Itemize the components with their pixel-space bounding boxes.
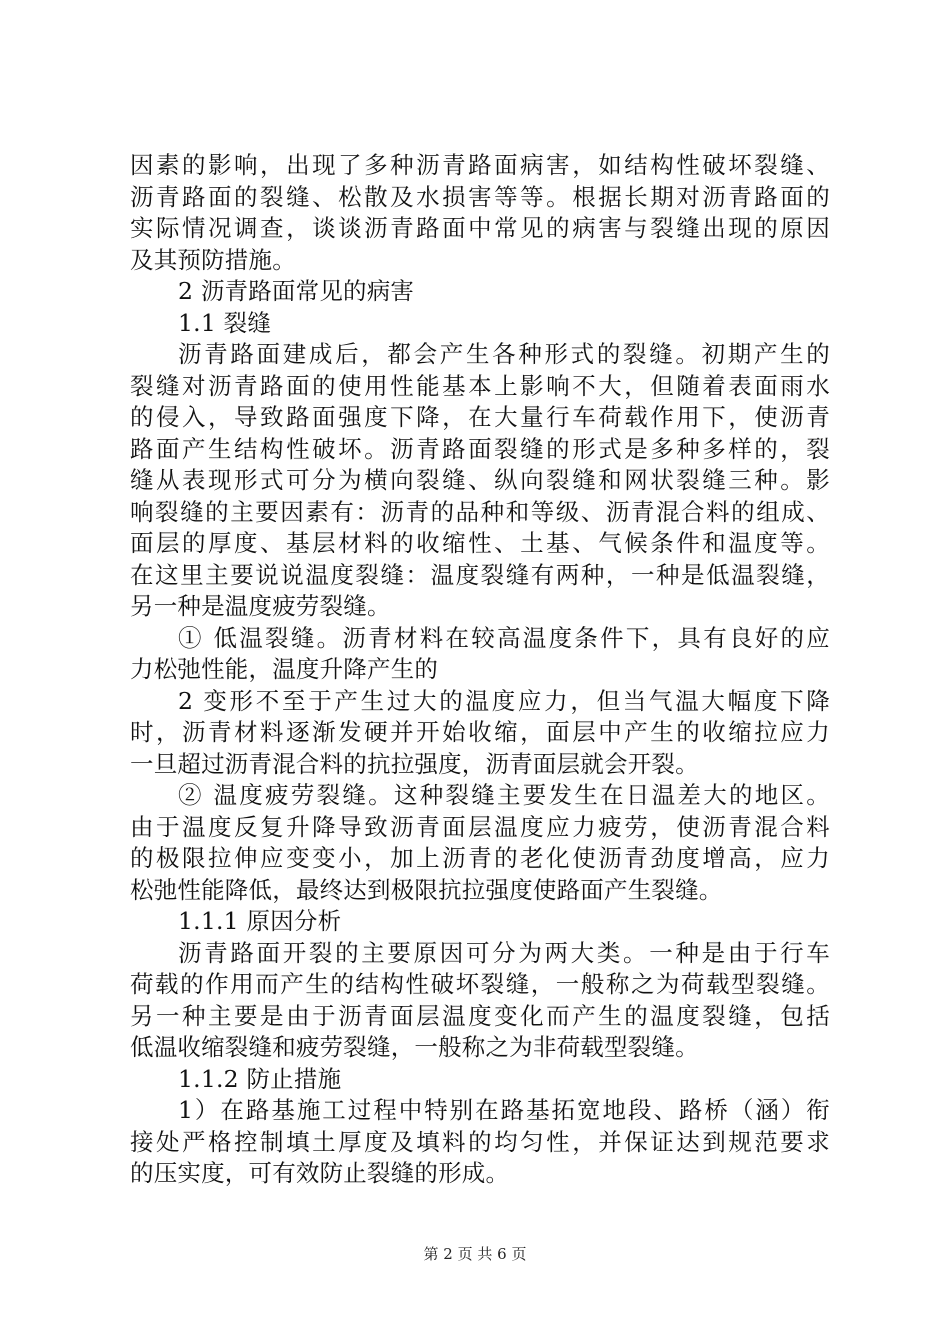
text-line: 的压实度，可有效防止裂缝的形成。 <box>130 1159 510 1187</box>
text-line: 接处严格控制填土厚度及填料的均匀性，并保证达到规范要求 <box>130 1127 830 1156</box>
text-line: 及其预防措施。 <box>130 245 296 274</box>
text-line: 路面产生结构性破坏。沥青路面裂缝的形式是多种多样的，裂 <box>130 434 830 463</box>
text-line: 在这里主要说说温度裂缝：温度裂缝有两种，一种是低温裂缝， <box>130 560 830 589</box>
text-line: 面层的厚度、基层材料的收缩性、土基、气候条件和温度等。 <box>130 529 830 557</box>
text-line: 荷载的作用而产生的结构性破坏裂缝，一般称之为荷载型裂缝。 <box>130 970 830 998</box>
page-number-label: 第 2 页 共 6 页 <box>423 1245 527 1263</box>
text-line: ② 温度疲劳裂缝。这种裂缝主要发生在日温差大的地区。 <box>178 781 830 809</box>
text-line: 松弛性能降低，最终达到极限抗拉强度使路面产生裂缝。 <box>130 875 723 904</box>
text-line: 时，沥青材料逐渐发硬并开始收缩，面层中产生的收缩拉应力 <box>130 718 830 746</box>
section-heading: 1.1.1 原因分析 <box>178 907 342 935</box>
page-footer <box>0 1243 950 1264</box>
text-line: 一旦超过沥青混合料的抗拉强度，沥青面层就会开裂。 <box>130 749 699 778</box>
text-line: 沥青路面开裂的主要原因可分为两大类。一种是由于行车 <box>178 938 830 967</box>
text-line: 因素的影响，出现了多种沥青路面病害，如结构性破坏裂缝、 <box>130 151 830 179</box>
text-line: 的极限拉伸应变变小，加上沥青的老化使沥青劲度增高，应力 <box>130 844 830 872</box>
text-line: 裂缝对沥青路面的使用性能基本上影响不大，但随着表面雨水 <box>130 371 830 400</box>
text-line: 沥青路面的裂缝、松散及水损害等等。根据长期对沥青路面的 <box>130 182 830 211</box>
text-line: 另一种主要是由于沥青面层温度变化而产生的温度裂缝，包括 <box>130 1001 830 1030</box>
text-line: 沥青路面建成后，都会产生各种形式的裂缝。初期产生的 <box>178 340 830 368</box>
text-line: ① 低温裂缝。沥青材料在较高温度条件下，具有良好的应 <box>178 623 830 652</box>
text-line: 低温收缩裂缝和疲劳裂缝，一般称之为非荷载型裂缝。 <box>130 1033 699 1061</box>
text-line: 的侵入，导致路面强度下降，在大量行车荷载作用下，使沥青 <box>130 403 830 431</box>
text-line: 1）在路基施工过程中特别在路基拓宽地段、路桥（涵）衔 <box>178 1096 830 1124</box>
document-body <box>130 150 830 1190</box>
section-heading: 1.1 裂缝 <box>178 308 272 337</box>
text-line: 力松弛性能，温度升降产生的 <box>130 655 439 683</box>
text-line: 响裂缝的主要因素有：沥青的品种和等级、沥青混合料的组成、 <box>130 497 830 526</box>
section-heading: 2 沥青路面常见的病害 <box>178 277 415 305</box>
text-line: 缝从表现形式可分为横向裂缝、纵向裂缝和网状裂缝三种。影 <box>130 466 830 494</box>
section-heading: 1.1.2 防止措施 <box>178 1064 342 1093</box>
text-line: 实际情况调查，谈谈沥青路面中常见的病害与裂缝出现的原因 <box>130 214 830 242</box>
text-line: 另一种是温度疲劳裂缝。 <box>130 592 391 620</box>
text-line: 由于温度反复升降导致沥青面层温度应力疲劳，使沥青混合料 <box>130 812 830 841</box>
text-line: 2 变形不至于产生过大的温度应力，但当气温大幅度下降 <box>178 686 830 715</box>
